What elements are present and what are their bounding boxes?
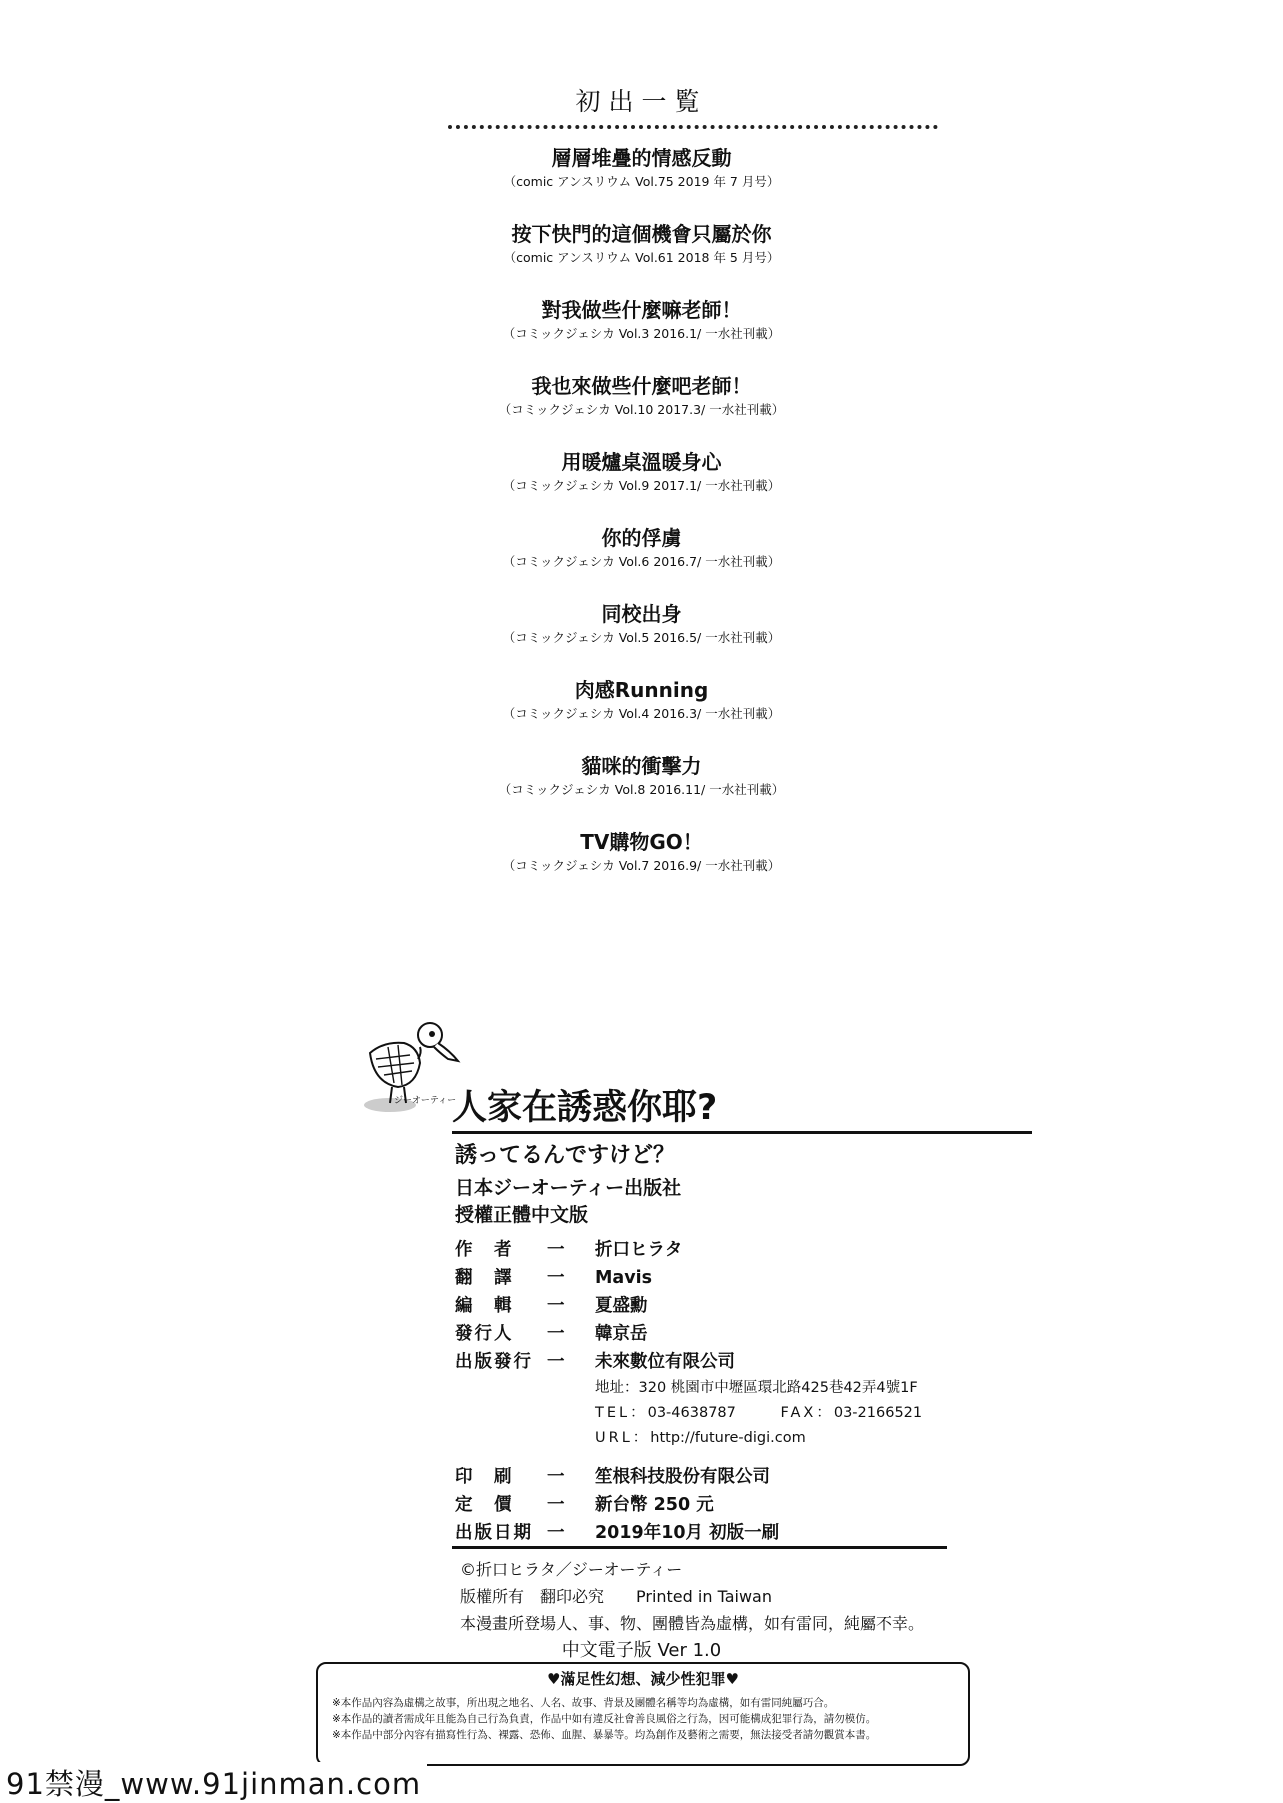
credit-value: 笙根科技股份有限公司 [595,1467,770,1487]
credit-row [455,1320,995,1348]
credit-value: 未來數位有限公司 [595,1352,735,1372]
work-source: （コミックジェシカ Vol.9 2017.1/ 一水社刊載） [502,478,781,493]
credit-value: 折口ヒラタ [595,1240,683,1260]
work-source: （コミックジェシカ Vol.5 2016.5/ 一水社刊載） [502,630,781,645]
work-source: （コミックジェシカ Vol.8 2016.11/ 一水社刊載） [498,782,785,797]
url-line [595,1426,995,1451]
credit-label: 印 刷 [455,1467,514,1487]
publisher-block [455,1175,681,1229]
credit-value: 2019年10月 初版一刷 [595,1523,780,1543]
credit-label: 定 價 [455,1495,514,1515]
work-source: （コミックジェシカ Vol.3 2016.1/ 一水社刊載） [502,326,781,341]
page-title: 初出一覧 [575,87,708,116]
credit-label: 翻 譯 [455,1268,514,1288]
work-item [0,829,1283,905]
work-item [0,297,1283,373]
work-source: （comic アンスリウム Vol.61 2018 年 5 月号） [503,250,780,265]
fax-value: 03-2166521 [833,1405,923,1421]
credit-row [455,1348,995,1376]
phone-line [595,1401,995,1426]
credit-row [455,1292,995,1320]
credit-value: 韓京岳 [595,1324,648,1344]
credit-row [455,1236,995,1264]
credit-value: Mavis [595,1268,653,1288]
work-title: 貓咪的衝擊力 [581,754,702,778]
credit-row [455,1519,995,1547]
work-item [0,677,1283,753]
credit-row [455,1264,995,1292]
url-label: URL： [595,1430,651,1446]
credit-dash: 一 [547,1268,565,1288]
work-title: 用暖爐桌溫暖身心 [561,450,722,474]
work-item [0,145,1283,221]
credit-dash: 一 [547,1467,565,1487]
credit-value: 新台幣 250 元 [595,1495,714,1515]
notice-box [316,1662,970,1766]
credit-dash: 一 [547,1296,565,1316]
work-source: （comic アンスリウム Vol.75 2019 年 7 月号） [503,174,780,189]
work-title: 層層堆疊的情感反動 [551,146,732,170]
copyright-line: ©折口ヒラタ／ジーオーティー [460,1560,683,1579]
copyright-block [460,1556,924,1637]
work-item [0,525,1283,601]
credits [455,1236,995,1547]
work-title: 你的俘虜 [601,526,682,550]
credit-label: 編 輯 [455,1296,514,1316]
notice-lines [332,1695,968,1743]
contact-block [455,1376,995,1451]
disclaimer-line: 本漫畫所登場人、事、物、團體皆為虛構，如有雷同，純屬不幸。 [460,1614,925,1633]
credit-dash: 一 [547,1495,565,1515]
license-line: 授權正體中文版 [455,1204,589,1226]
publisher-line: 日本ジーオーティー出版社 [455,1177,682,1199]
notice-line: ※本作品的讀者需成年且能為自己行為負責，作品中如有違反社會善良風俗之行為，因可能構成犯罪行為，請勿模仿。 [332,1713,877,1725]
book-subtitle: 誘ってるんですけど？ [455,1143,676,1168]
url-value: http://future-digi.com [650,1430,806,1446]
work-source: （コミックジェシカ Vol.10 2017.3/ 一水社刊載） [498,402,785,417]
credit-label: 作 者 [455,1240,514,1260]
credit-label: 發行人 [455,1324,514,1344]
address: 地址：320 桃園市中壢區環北路425巷42弄4號1F [595,1380,918,1396]
notice-line: ※本作品內容為虛構之故事，所出現之地名、人名、故事、背景及團體名稱等均為虛構，如有雷同純屬巧合。 [332,1697,835,1709]
fax-label: FAX： [780,1405,834,1421]
credit-value: 夏盛勳 [595,1296,648,1316]
title-rule [452,1131,1032,1134]
work-item [0,753,1283,829]
work-source: （コミックジェシカ Vol.4 2016.3/ 一水社刊載） [502,706,781,721]
bottom-rule [452,1546,947,1549]
notice-line: ※本作品中部分內容有描寫性行為、裸露、恐佈、血腥、暴暴等。均為創作及藝術之需要，無法接受者請勿觀賞本書。 [332,1729,877,1741]
credit-dash: 一 [547,1324,565,1344]
work-title: 我也來做些什麼吧老師！ [531,374,752,398]
work-item [0,601,1283,677]
credit-label: 出版發行 [455,1352,533,1372]
logo-text: ジーオーティー [394,1096,457,1106]
work-title: TV購物GO！ [580,830,703,854]
book-title: 人家在誘惑你耶? [452,1088,718,1128]
credit-dash: 一 [547,1240,565,1260]
credit-row [455,1491,995,1519]
notice-heading: ♥滿足性幻想、減少性犯罪♥ [547,1670,739,1688]
work-title: 肉感Running [574,678,709,702]
tel-label: TEL： [595,1405,648,1421]
work-item [0,221,1283,297]
site-watermark: 91禁漫_www.91jinman.com [0,1762,427,1803]
work-source: （コミックジェシカ Vol.6 2016.7/ 一水社刊載） [502,554,781,569]
credit-row [455,1463,995,1491]
credit-dash: 一 [547,1352,565,1372]
credit-dash: 一 [547,1523,565,1543]
credit-label: 出版日期 [455,1523,533,1543]
dotted-divider [448,125,938,129]
version-line: 中文電子版 Ver 1.0 [561,1640,722,1661]
work-source: （コミックジェシカ Vol.7 2016.9/ 一水社刊載） [502,858,781,873]
work-title: 對我做些什麼嘛老師！ [541,298,742,322]
work-title: 按下快門的這個機會只屬於你 [511,222,772,246]
work-item [0,449,1283,525]
rights-line: 版權所有 翻印必究 Printed in Taiwan [460,1587,772,1606]
work-title: 同校出身 [601,602,682,626]
works-list [0,145,1283,905]
tel-value: 03-4638787 [647,1405,736,1421]
work-item [0,373,1283,449]
